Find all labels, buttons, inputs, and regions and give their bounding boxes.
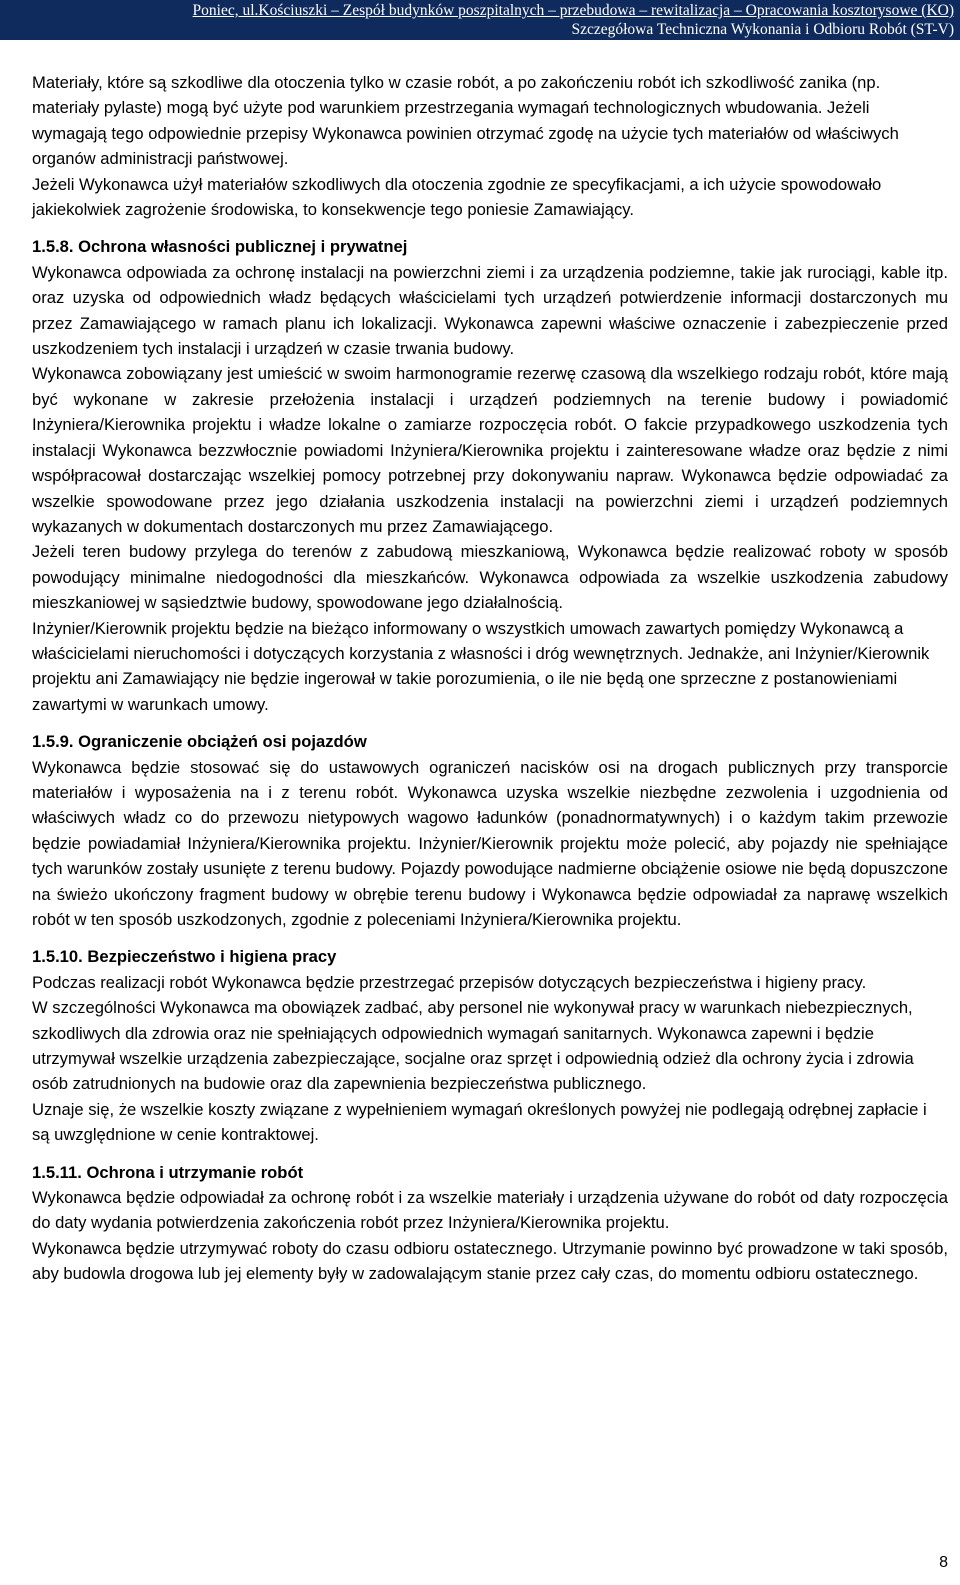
header-spec-line: Szczegółowa Techniczna Wykonania i Odbioru Robót (ST-V) xyxy=(571,21,954,38)
body-paragraph: Wykonawca zobowiązany jest umieścić w swoim harmonogramie rezerwę czasową dla wszelkiego rodzaju robót, które mają być wykonane w zakresie przełożenia instalacji i urządzeń podziemnych na terenie budowy i powiadomić Inżyniera/Kierownika projektu i władze lokalne o zamiarze rozpoczęcia robót. O fakcie przypadkowego uszkodzenia tych instalacji Wykonawca bezzwłocznie powiadomi Inżyniera/Kierownika projektu i zainteresowane władze oraz będzie z nimi współpracował dostarczając wszelkiej pomocy potrzebnej przy dokonywaniu napraw. Wykonawca będzie odpowiadać za wszelkie spowodowane przez jego działania uszkodzenia instalacji na powierzchni ziemi i urządzeń podziemnych wykazanych w dokumentach dostarczonych mu przez Zamawiającego. xyxy=(32,364,948,536)
section-heading-1-5-11: 1.5.11. Ochrona i utrzymanie robót xyxy=(32,1162,304,1182)
body-paragraph: Jeżeli Wykonawca użył materiałów szkodliwych dla otoczenia zgodnie ze specyfikacjami, a ich użycie spowodowało jakiekolwiek zagrożenie środowiska, to konsekwencje tego poniesie Zamawiający. xyxy=(32,174,882,220)
header-project-line: Poniec, ul.Kościuszki – Zespół budynków poszpitalnych – przebudowa – rewitalizacja – Opracowania kosztorysowe (KO) xyxy=(192,2,954,19)
page-number: 8 xyxy=(939,1554,948,1571)
body-paragraph: W szczególności Wykonawca ma obowiązek zadbać, aby personel nie wykonywał pracy w warunkach niebezpiecznych, szkodliwych dla zdrowia oraz nie spełniających odpowiednich wymagań sanitarnych. Wykonawca zapewni i będzie utrzymywał wszelkie urządzenia zabezpieczające, socjalne oraz sprzęt i odpowiednią odzież dla ochrony życia i zdrowia osób zatrudnionych na budowie oraz dla zapewnienia bezpieczeństwa publicznego. xyxy=(32,998,914,1094)
body-paragraph: Materiały, które są szkodliwe dla otoczenia tylko w czasie robót, a po zakończeniu robót ich szkodliwość zanika (np. materiały pylaste) mogą być użyte pod warunkiem przestrzegania wymagań technologicznych wbudowania. Jeżeli wymagają tego odpowiednie przepisy Wykonawca powinien otrzymać zgodę na użycie tych materiałów od właściwych organów administracji państwowej. xyxy=(32,73,899,169)
body-paragraph: Wykonawca będzie stosować się do ustawowych ograniczeń nacisków osi na drogach publicznych przy transporcie materiałów i wyposażenia na i z terenu robót. Wykonawca uzyska wszelkie niezbędne zezwolenia i uzgodnienia od właściwych władz co do przewozu nietypowych wagowo ładunków (ponadnormatywnych) i o każdym takim przewozie będzie powiadamiał Inżyniera/Kierownika projektu. Inżynier/Kierownik projektu może polecić, aby pojazdy nie spełniające tych warunków zostały usunięte z terenu budowy. Pojazdy powodujące nadmierne obciążenie osiowe nie będą dopuszczone na świeżo ukończony fragment budowy w obrębie terenu budowy i Wykonawca będzie odpowiadał za naprawę wszelkich robót w ten sposób uszkodzonych, zgodnie z poleceniami Inżyniera/Kierownika projektu. xyxy=(32,757,948,929)
document-body xyxy=(32,70,948,1287)
body-paragraph: Jeżeli teren budowy przylega do terenów z zabudową mieszkaniową, Wykonawca będzie realizować roboty w sposób powodujący minimalne niedogodności dla mieszkańców. Wykonawca odpowiada za wszelkie uszkodzenia zabudowy mieszkaniowej w sąsiedztwie budowy, spowodowane jego działalnością. xyxy=(32,542,948,613)
body-paragraph: Wykonawca będzie odpowiadał za ochronę robót i za wszelkie materiały i urządzenia używane do robót od daty rozpoczęcia do daty wydania potwierdzenia zakończenia robót przez Inżyniera/Kierownika projektu. xyxy=(32,1188,948,1233)
body-paragraph: Inżynier/Kierownik projektu będzie na bieżąco informowany o wszystkich umowach zawartych pomiędzy Wykonawcą a właścicielami nieruchomości i dotyczących korzystania z własności i dróg wewnętrznych. Jednakże, ani Inżynier/Kierownik projektu ani Zamawiający nie będzie ingerował w takie porozumienia, o ile nie będą one sprzeczne z postanowieniami zawartymi w warunkach umowy. xyxy=(32,618,930,714)
section-heading-1-5-8: 1.5.8. Ochrona własności publicznej i prywatnej xyxy=(32,237,408,257)
document-header xyxy=(0,0,960,40)
body-paragraph: Uznaje się, że wszelkie koszty związane z wypełnieniem wymagań określonych powyżej nie podlegają odrębnej zapłacie i są uwzględnione w cenie kontraktowej. xyxy=(32,1099,927,1145)
body-paragraph: Podczas realizacji robót Wykonawca będzie przestrzegać przepisów dotyczących bezpieczeństwa i higieny pracy. xyxy=(32,972,867,992)
section-heading-1-5-10: 1.5.10. Bezpieczeństwo i higiena pracy xyxy=(32,947,337,967)
body-paragraph: Wykonawca będzie utrzymywać roboty do czasu odbioru ostatecznego. Utrzymanie powinno być prowadzone w taki sposób, aby budowla drogowa lub jej elementy były w zadowalającym stanie przez cały czas, do momentu odbioru ostatecznego. xyxy=(32,1238,948,1284)
body-paragraph: Wykonawca odpowiada za ochronę instalacji na powierzchni ziemi i za urządzenia podziemne, takie jak rurociągi, kable itp. oraz uzyska od odpowiednich władz będących właścicielami tych urządzeń potwierdzenie informacji dostarczonych mu przez Zamawiającego w ramach planu ich lokalizacji. Wykonawca zapewni właściwe oznaczenie i zabezpieczenie przed uszkodzeniem tych instalacji i urządzeń w czasie trwania budowy. xyxy=(32,262,948,359)
section-heading-1-5-9: 1.5.9. Ograniczenie obciążeń osi pojazdów xyxy=(32,732,367,752)
